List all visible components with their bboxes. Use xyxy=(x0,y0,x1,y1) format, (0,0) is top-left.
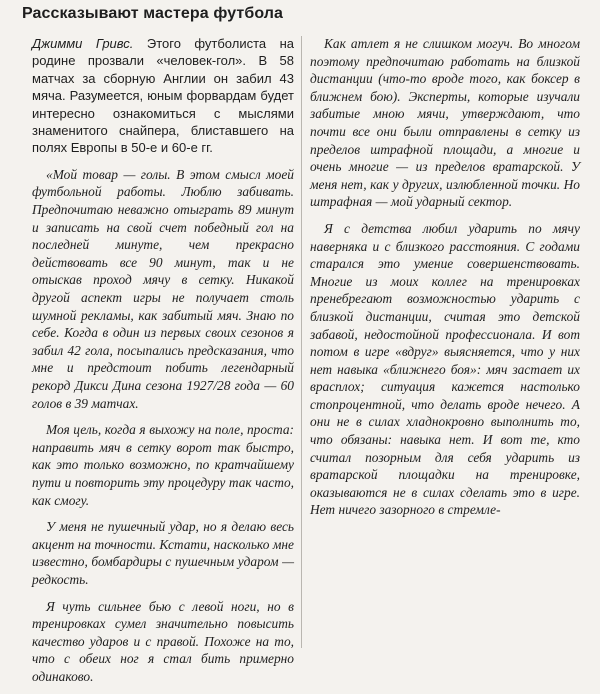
intro-paragraph xyxy=(32,35,294,157)
right-column xyxy=(310,35,580,528)
left-column xyxy=(32,35,294,694)
right-paragraph-2: Я с детства любил ударить по мячу наверняка и с близкого расстояния. С годами старался это умение совершенствовать. Многие из моих коллег на тренировках пренебрегают возможностью ударить с близкой дистанции, считая это детской забавой, недостойной профессионала. И вот потом в игре «вдруг» выясняется, что у них нет навыка «ближнего боя»: мяч застает их врасплох; ситуация кажется настолько стопроцентной, что делать вроде нечего. А они не в силах хладнокровно выполнить то, что обязаны: навыка нет. И вот те, кто считал позорным для себя ударить из вратарской площадки на тренировке, оказываются не в силах сделать это в игре. Нет ничего зазорного в стремле- xyxy=(310,220,580,518)
intro-text: Этого футболиста на родине прозвали «человек-гол». В 58 матчах за сборную Англии он забил 43 мяча. Разумеется, юным форвардам будет интересно ознакомиться с мыслями знаменитого снайпера, блиставшего на полях Европы в 50-е и 60-е гг. xyxy=(32,36,294,156)
intro-name: Джимми Гривс. xyxy=(32,36,134,51)
left-paragraph-4: Я чуть сильнее бью с левой ноги, но в тренировках сумел значительно повысить качество ударов и с правой. Похоже на то, что с обеих ног я стал бить примерно одинаково. xyxy=(32,598,294,684)
left-paragraph-2: Моя цель, когда я выхожу на поле, проста: направить мяч в сетку ворот так быстро, как это только возможно, по кратчайшему пути и повторить эту процедуру так часто, как смогу. xyxy=(32,422,294,508)
column-divider xyxy=(301,36,302,648)
right-paragraph-1: Как атлет я не слишком могуч. Во многом поэтому предпочитаю работать на близкой дистанции (что-то вроде того, как боксер в ближнем бою). Эксперты, которые изучали забитые мною мячи, утверждают, что почти все они были отправлены в сетку из пределов штрафной площади, а многие и очень многие — из пределов вратарской. У меня нет, как у других, излюбленной точки. Но штрафная — мой ударный сектор. xyxy=(310,36,580,210)
page-title: Рассказывают мастера футбола xyxy=(22,5,284,22)
left-paragraph-1: «Мой товар — голы. В этом смысл моей футбольной работы. Люблю забивать. Предпочитаю неважно отыграть 89 минут и записать на свой счет победный гол на последней минуте, чем прекрасно действовать все 90 минут, так и не отыскав проход мячу в сетку. Никакой другой аспект игры не получает столь шумной рекламы, как забитый мяч. Знаю по себе. Когда в один из первых своих сезонов я забил 42 гола, посыпались предсказания, что мне и предстоит побить легендарный рекорд Дикси Дина сезона 1927/28 года — 60 голов в 39 матчах. xyxy=(32,166,294,411)
left-paragraph-3: У меня не пушечный удар, но я делаю весь акцент на точности. Кстати, насколько мне известно, бомбардиры с пушечным ударом — редкость. xyxy=(32,519,294,587)
